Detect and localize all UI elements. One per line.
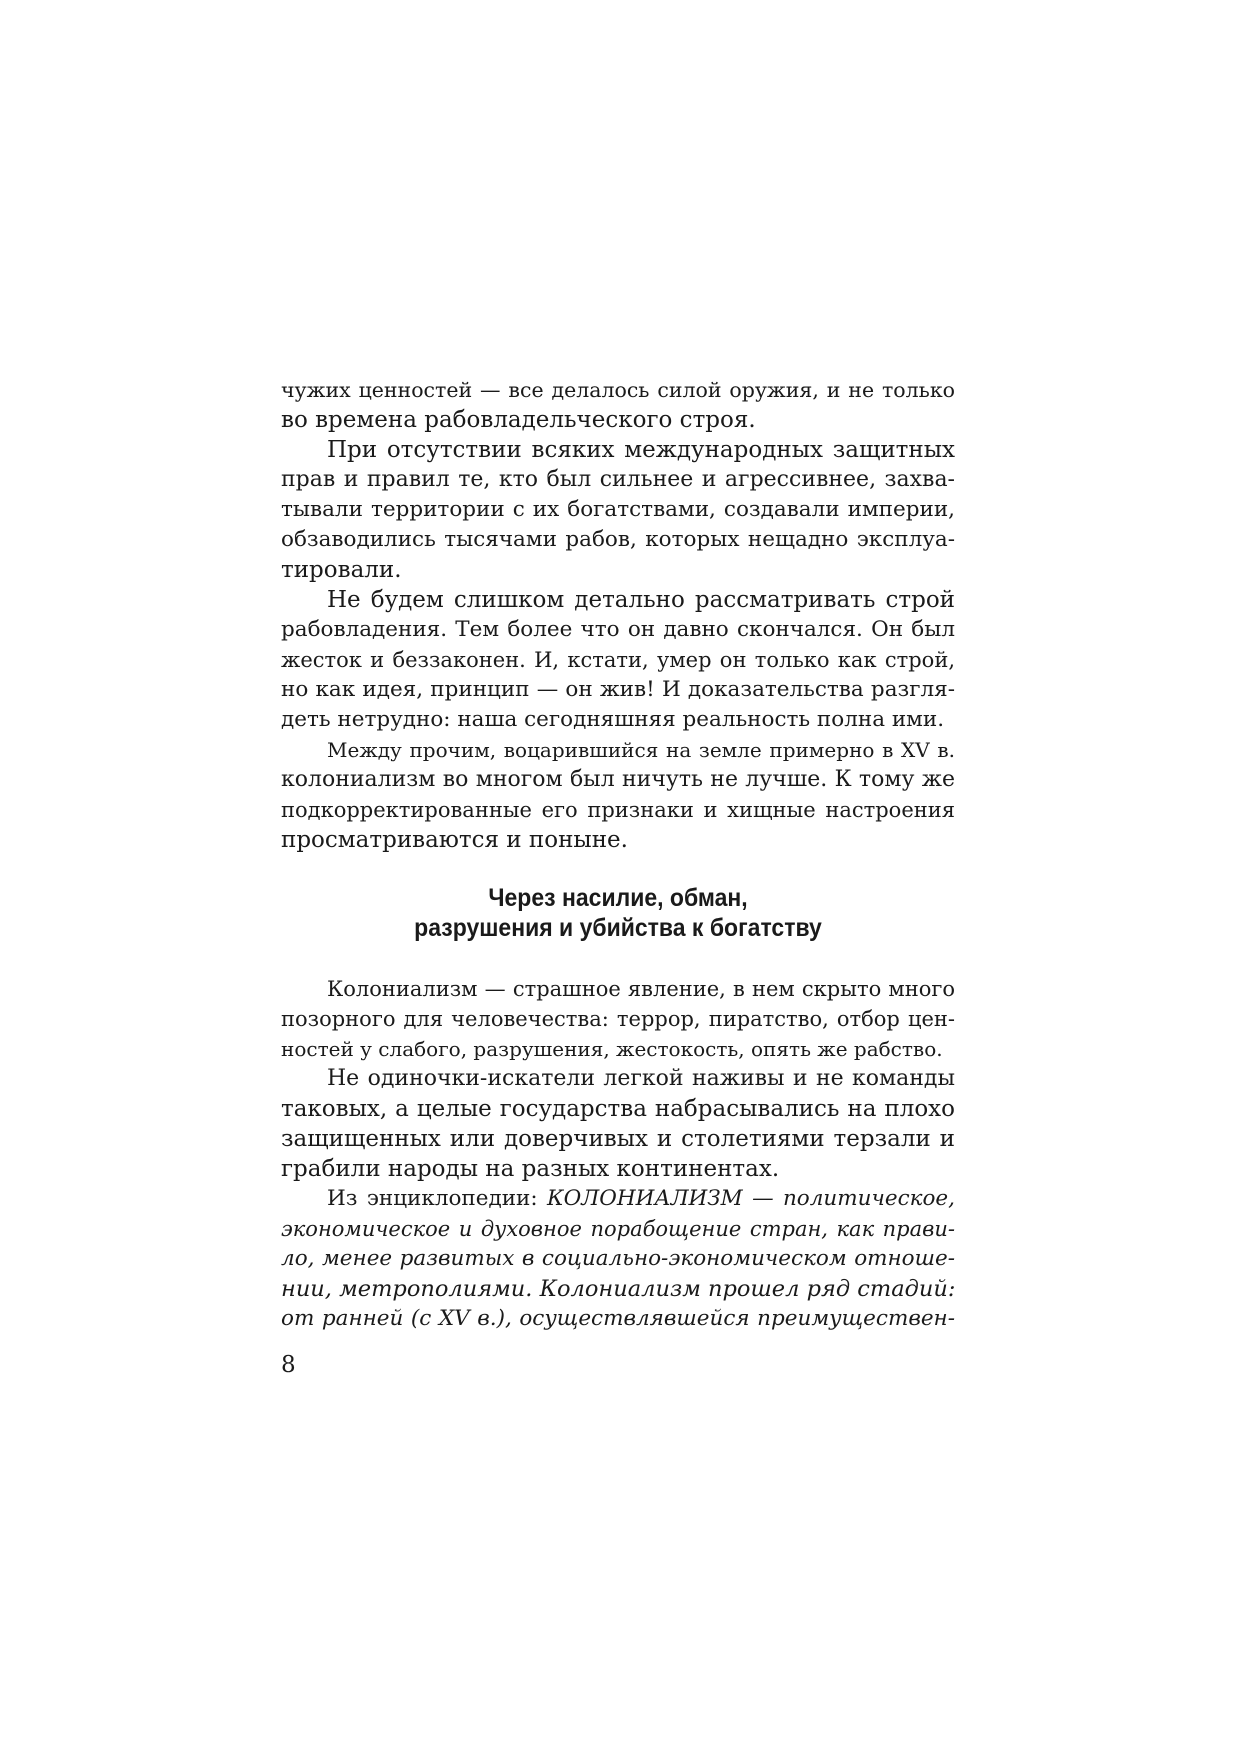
text-line: прав и правил те, кто был сильнее и агрессивнее, захва- [281, 467, 955, 492]
text-line: колониализм во многом был ничуть не лучше. К тому же [281, 767, 955, 792]
text-line: просматриваются и поныне. [281, 827, 628, 853]
text-line: подкорректированные его признаки и хищные настроения [281, 798, 955, 822]
text-line: позорного для человечества: террор, пиратство, отбор цен- [281, 1007, 955, 1031]
encyclopedia-quote-line [281, 1184, 955, 1214]
text-line: тировали. [281, 557, 402, 583]
page-number: 8 [281, 1352, 296, 1378]
text-line: При отсутствии всяких международных защитных [327, 437, 955, 463]
text-line: Колониализм — страшное явление, в нем скрыто много [327, 977, 955, 1001]
text-line: жесток и беззаконен. И, кстати, умер он только как строй, [281, 648, 955, 672]
text-line: ностей у слабого, разрушения, жестокость, опять же рабство. [281, 1037, 943, 1061]
encyclopedia-quote-line: экономическое и духовное порабощение стран, как прави- [281, 1217, 955, 1241]
text-line: Между прочим, воцарившийся на земле примерно в XV в. [327, 738, 955, 762]
section-heading-line-2: разрушения и убийства к богатству [414, 914, 822, 942]
encyclopedia-quote-line: ло, менее развитых в социально-экономическом отноше- [281, 1246, 955, 1271]
text-line: Не будем слишком детально рассматривать строй [327, 587, 955, 613]
encyclopedia-quote-line: нии, метрополиями. Колониализм прошел ряд стадий: [281, 1276, 955, 1302]
text-line: Не одиночки-искатели легкой наживы и не команды [327, 1066, 955, 1091]
quote-intro: Из энциклопедии: [327, 1186, 547, 1211]
text-block-colonialism [281, 974, 955, 1334]
text-line: рабовладения. Тем более что он давно скончался. Он был [281, 617, 955, 642]
quote-term: КОЛОНИАЛИЗМ — политическое, [546, 1186, 955, 1211]
text-line: защищенных или доверчивых и столетиями терзали и [281, 1126, 955, 1152]
text-line: грабили народы на разных континентах. [281, 1156, 780, 1182]
text-line: во времена рабовладельческого строя. [281, 407, 756, 433]
text-line: таковых, а целые государства набрасывались на плохо [281, 1096, 955, 1122]
section-heading-line-1: Через насилие, обман, [488, 884, 748, 912]
text-line: чужих ценностей — все делалось силой оружия, и не только [281, 378, 955, 402]
text-block-intro [281, 375, 955, 855]
section-heading [308, 883, 928, 943]
text-line: обзаводились тысячами рабов, которых нещадно эксплуа- [281, 527, 955, 552]
text-line: но как идея, принцип — он жив! И доказательства разгля- [281, 677, 955, 702]
text-line: тывали территории с их богатствами, создавали империи, [281, 497, 955, 522]
text-line: деть нетрудно: наша сегодняшняя реальность полна ими. [281, 707, 945, 732]
encyclopedia-quote-line: от ранней (с XV в.), осуществлявшейся преимуществен- [281, 1306, 955, 1331]
